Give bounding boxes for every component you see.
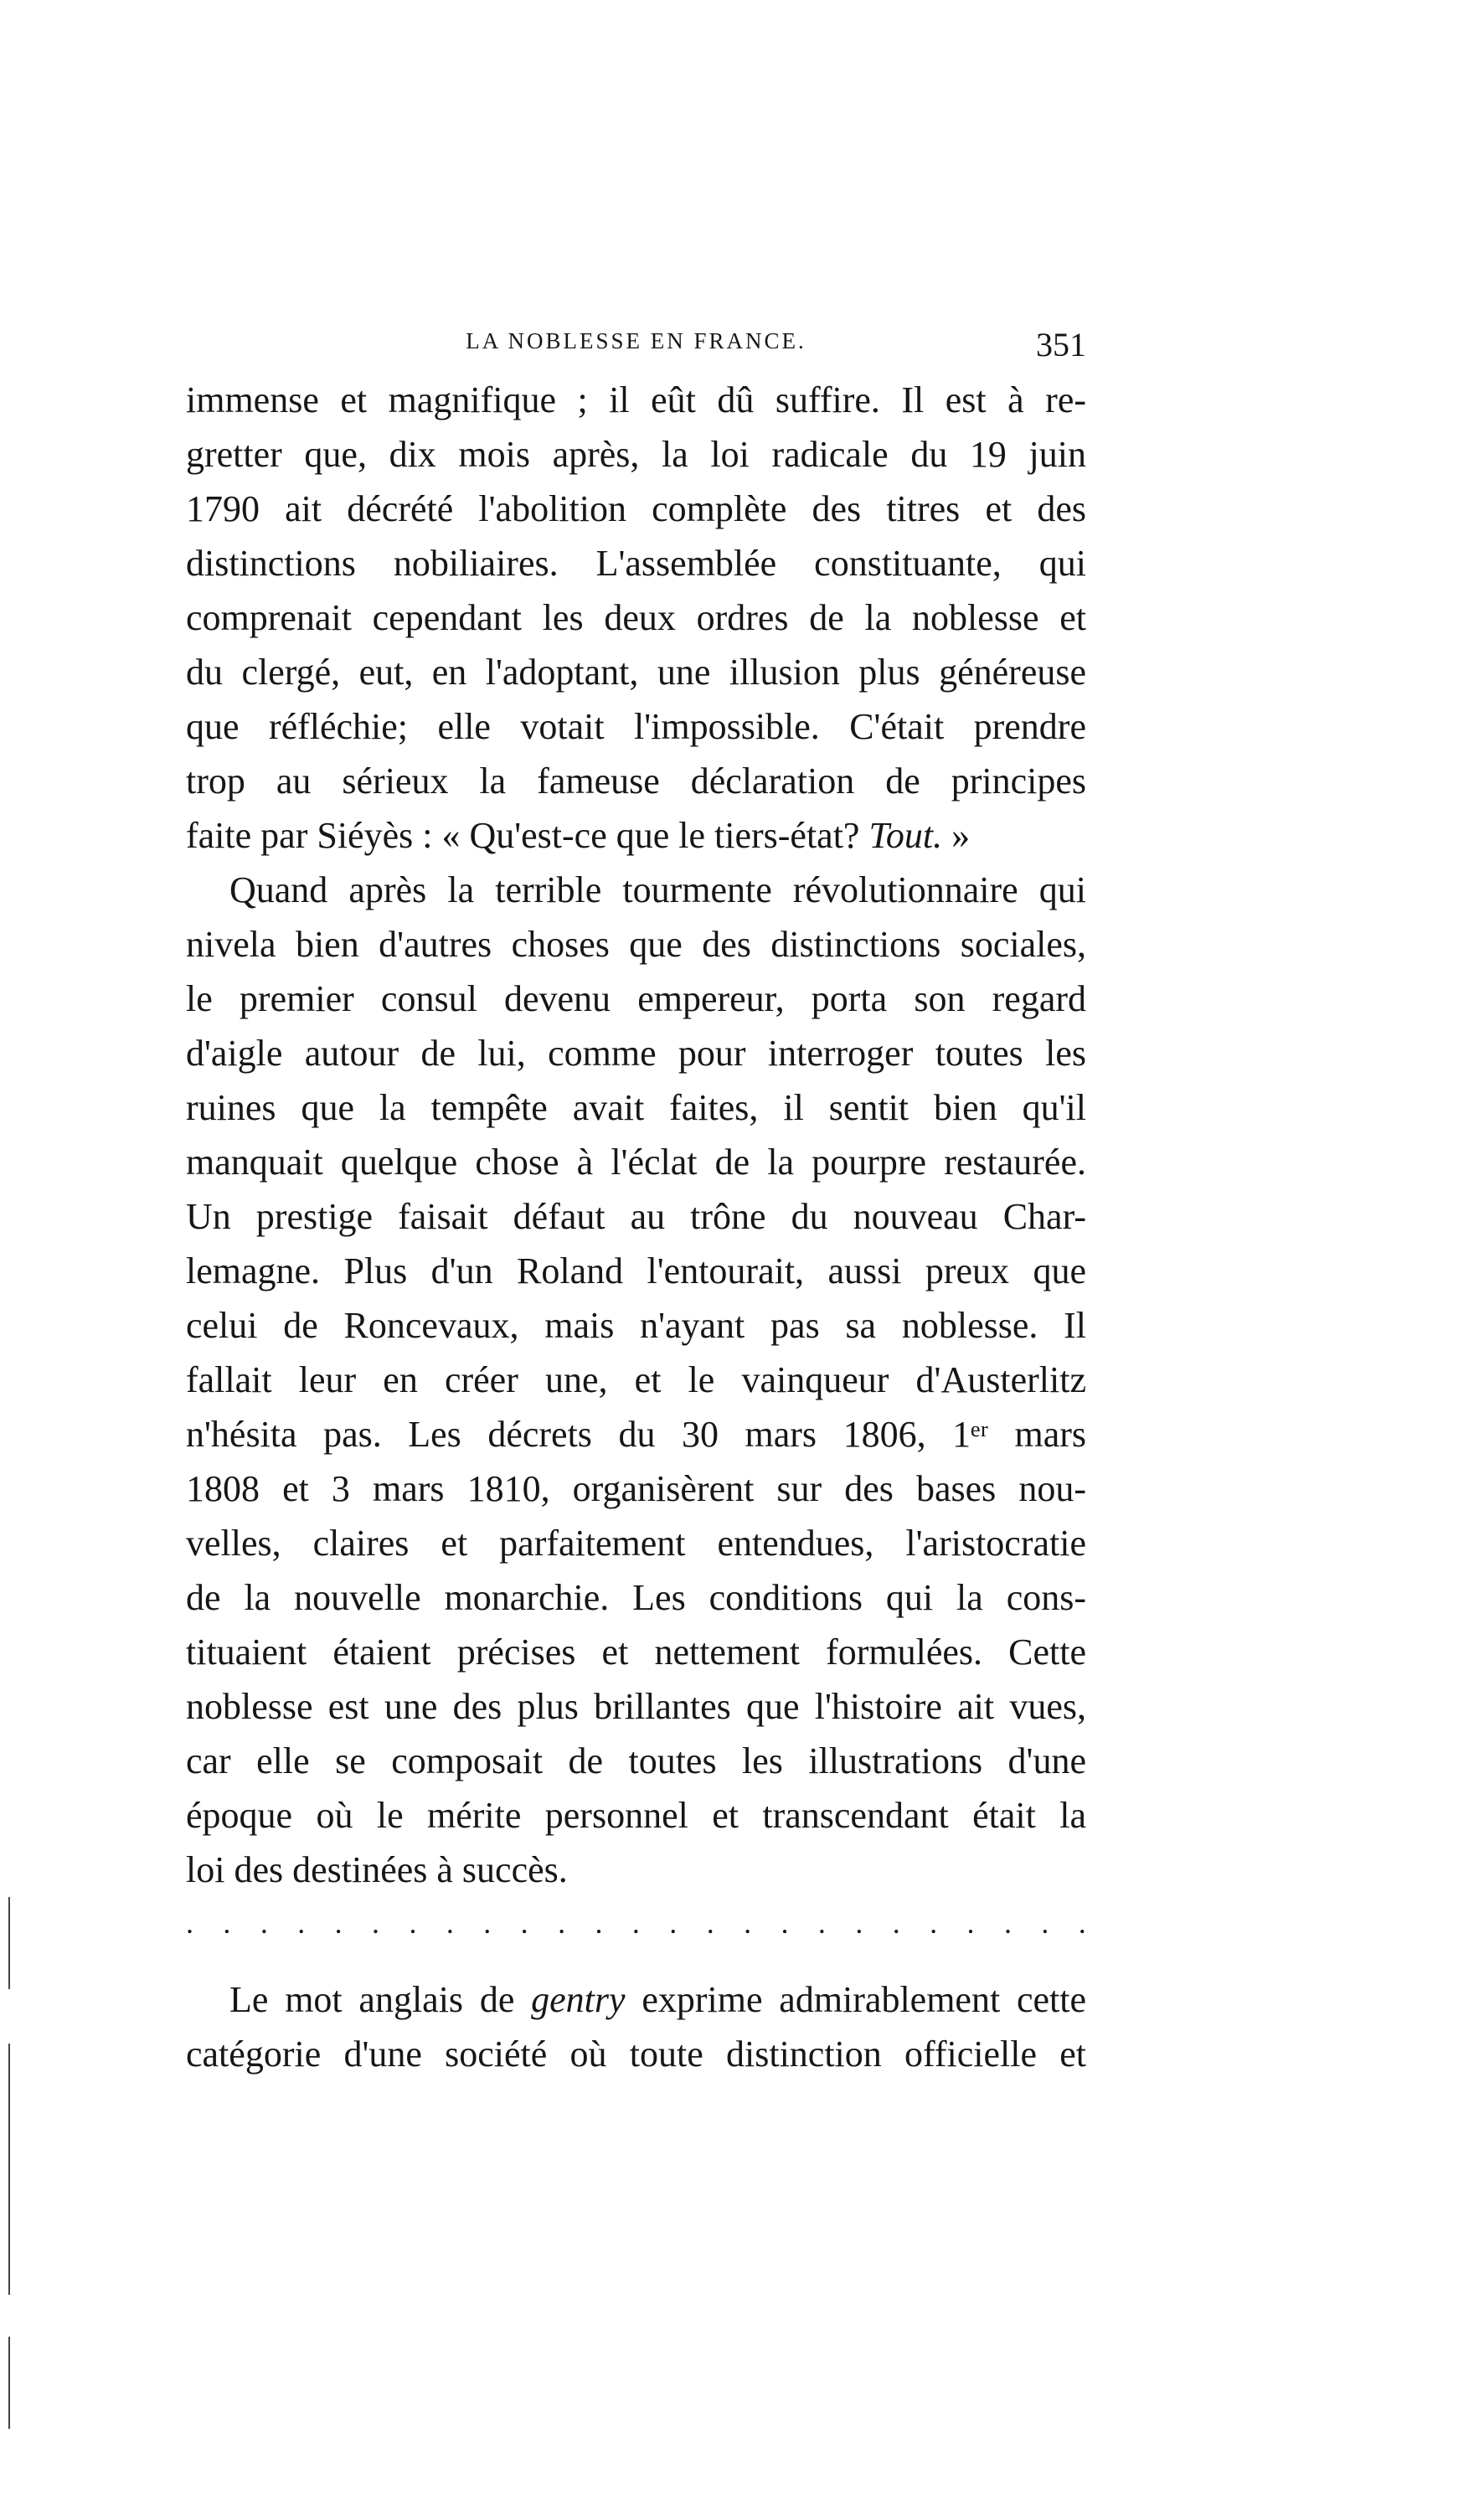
separator-dot: . (631, 1906, 640, 1940)
text-line: tituaient étaient précises et nettement formulées. Cette (186, 1632, 1086, 1673)
text-line: noblesse est une des plus brillantes que l'histoire ait vues, (186, 1686, 1086, 1727)
text-line: n'hésita pas. Les décrets du 30 mars 1806, 1ᵉʳ mars (186, 1414, 1086, 1455)
text-line: trop au sérieux la fameuse déclaration de principes (186, 760, 1086, 802)
separator-dot: . (558, 1906, 566, 1940)
text-line: nivela bien d'autres choses que des distinctions sociales, (186, 924, 1086, 965)
separator-dot: . (334, 1906, 343, 1940)
separator-dot: . (446, 1906, 454, 1940)
text-line: catégorie d'une société où toute distinction officielle et (186, 2034, 1086, 2075)
separator-dot: . (744, 1906, 752, 1940)
text-run: Le mot anglais de (229, 1979, 532, 2020)
separator-dot: . (966, 1906, 975, 1940)
text-line: fallait leur en créer une, et le vainqueur d'Austerlitz (186, 1359, 1086, 1400)
text-line: Un prestige faisait défaut au trône du nouveau Char- (186, 1196, 1086, 1237)
text-run: exprime admirablement cette (625, 1979, 1087, 2020)
page-header (186, 328, 1086, 365)
separator-dot: . (669, 1906, 678, 1940)
text-line: celui de Roncevaux, mais n'ayant pas sa noblesse. Il (186, 1305, 1086, 1346)
text-line: lemagne. Plus d'un Roland l'entourait, aussi preux que (186, 1250, 1086, 1291)
separator-dot: . (706, 1906, 714, 1940)
text-line: 1790 ait décrété l'abolition complète des titres et des (186, 488, 1086, 529)
separator-dot: . (817, 1906, 826, 1940)
separator-dot: . (520, 1906, 528, 1940)
text-line: que réfléchie; elle votait l'impossible. C'était prendre (186, 706, 1086, 747)
paragraph-3 (186, 1972, 1086, 2081)
italic-term: gentry (531, 1979, 626, 2020)
separator-dot: . (297, 1906, 306, 1940)
separator-dot: . (260, 1906, 268, 1940)
text-line: 1808 et 3 mars 1810, organisèrent sur des bases nou- (186, 1468, 1086, 1509)
separator-dot: . (186, 1906, 193, 1940)
text-line: d'aigle autour de lui, comme pour interroger toutes les (186, 1033, 1086, 1074)
text-line: du clergé, eut, en l'adoptant, une illusion plus généreuse (186, 652, 1086, 693)
paragraph-2 (186, 863, 1086, 1897)
quote-text: faite par Siéyès : « Qu'est-ce que le tiers-état? (186, 815, 869, 856)
text-line: car elle se composait de toutes les illustrations d'une (186, 1740, 1086, 1781)
quote-italic: Tout. (868, 815, 943, 856)
margin-rule-left (8, 2044, 10, 2295)
text-line: distinctions nobiliaires. L'assemblée constituante, qui (186, 543, 1086, 584)
paragraph-1 (186, 373, 1086, 863)
margin-rule-left (8, 1897, 10, 1989)
text-line: Quand après la terrible tourmente révolutionnaire qui (229, 869, 1086, 910)
text-line: immense et magnifique ; il eût dû suffire. Il est à re- (186, 379, 1086, 420)
separator-dot: . (930, 1906, 938, 1940)
separator-dot: . (483, 1906, 492, 1940)
text-line: loi des destinées à succès. (186, 1849, 568, 1890)
separator-dot: . (781, 1906, 789, 1940)
text-line: ruines que la tempête avait faites, il sentit bien qu'il (186, 1087, 1086, 1128)
separator-dot: . (409, 1906, 417, 1940)
quote-close: » (942, 815, 971, 856)
separator-dots (186, 1897, 1086, 1949)
text-line: gretter que, dix mois après, la loi radicale du 19 juin (186, 434, 1086, 475)
page-number: 351 (1036, 326, 1086, 363)
running-head: LA NOBLESSE EN FRANCE. (466, 328, 806, 353)
text-line: époque où le mérite personnel et transcendant était la (186, 1795, 1086, 1836)
separator-dot: . (595, 1906, 603, 1940)
separator-dot: . (892, 1906, 900, 1940)
body-text (186, 373, 1086, 2081)
text-line: le premier consul devenu empereur, porta son regard (186, 978, 1086, 1019)
separator-dot: . (1003, 1906, 1012, 1940)
text-line: manquait quelque chose à l'éclat de la pourpre restaurée. (186, 1142, 1086, 1183)
separator-dot: . (223, 1906, 231, 1940)
separator-dot: . (372, 1906, 380, 1940)
text-line (186, 1972, 1086, 2027)
separator-dot: . (855, 1906, 863, 1940)
separator-dot: . (1078, 1906, 1086, 1940)
separator-dot: . (1041, 1906, 1049, 1940)
margin-rule-left (8, 2337, 10, 2429)
text-line: de la nouvelle monarchie. Les conditions qui la cons- (186, 1577, 1086, 1618)
text-line: comprenait cependant les deux ordres de la noblesse et (186, 597, 1086, 638)
text-line (186, 808, 1086, 863)
text-line: velles, claires et parfaitement entendues, l'aristocratie (186, 1523, 1086, 1564)
